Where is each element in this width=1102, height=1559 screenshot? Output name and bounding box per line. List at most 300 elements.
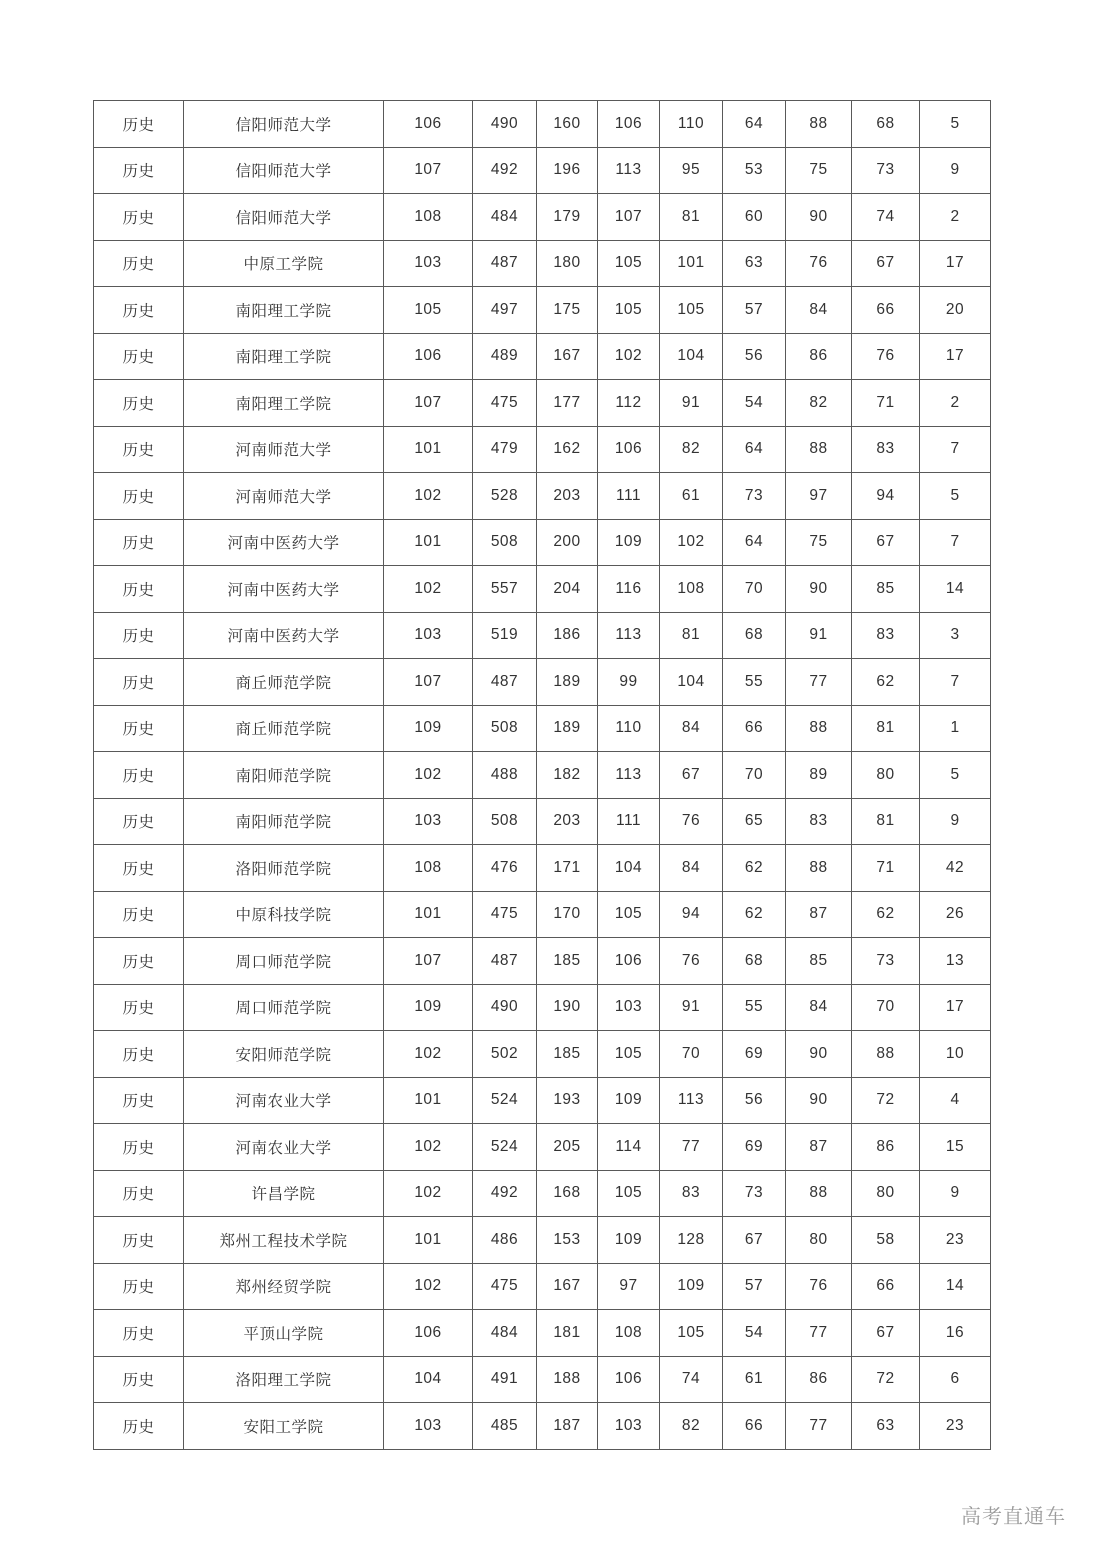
score-cell: 557 — [473, 566, 537, 613]
score-cell: 73 — [852, 147, 920, 194]
score-cell: 109 — [660, 1263, 723, 1310]
score-cell: 86 — [786, 333, 852, 380]
score-cell: 7 — [920, 519, 991, 566]
score-cell: 26 — [920, 891, 991, 938]
table-row — [94, 612, 991, 659]
score-cell: 108 — [384, 194, 473, 241]
score-cell: 81 — [660, 612, 723, 659]
score-cell: 70 — [723, 752, 786, 799]
score-cell: 5 — [920, 752, 991, 799]
school-name-cell: 安阳师范学院 — [184, 1031, 384, 1078]
school-name-cell: 信阳师范大学 — [184, 147, 384, 194]
table-row — [94, 473, 991, 520]
score-cell: 81 — [852, 798, 920, 845]
category-cell: 历史 — [94, 1124, 184, 1171]
score-cell: 111 — [598, 473, 660, 520]
score-cell: 85 — [852, 566, 920, 613]
category-cell: 历史 — [94, 938, 184, 985]
score-cell: 109 — [598, 1217, 660, 1264]
score-cell: 9 — [920, 147, 991, 194]
score-cell: 80 — [852, 1170, 920, 1217]
school-name-cell: 商丘师范学院 — [184, 659, 384, 706]
score-cell: 110 — [598, 705, 660, 752]
score-cell: 67 — [660, 752, 723, 799]
table-row — [94, 845, 991, 892]
score-cell: 475 — [473, 1263, 537, 1310]
score-cell: 65 — [723, 798, 786, 845]
category-cell: 历史 — [94, 101, 184, 148]
score-cell: 101 — [660, 240, 723, 287]
score-cell: 9 — [920, 1170, 991, 1217]
score-cell: 88 — [786, 426, 852, 473]
score-cell: 106 — [598, 938, 660, 985]
score-cell: 188 — [537, 1356, 598, 1403]
score-cell: 91 — [660, 380, 723, 427]
table-row — [94, 1217, 991, 1264]
score-cell: 6 — [920, 1356, 991, 1403]
score-cell: 490 — [473, 984, 537, 1031]
score-cell: 102 — [384, 1263, 473, 1310]
category-cell: 历史 — [94, 891, 184, 938]
score-cell: 104 — [384, 1356, 473, 1403]
score-cell: 23 — [920, 1217, 991, 1264]
score-cell: 87 — [786, 1124, 852, 1171]
score-cell: 55 — [723, 984, 786, 1031]
score-cell: 105 — [660, 1310, 723, 1357]
score-cell: 55 — [723, 659, 786, 706]
school-name-cell: 河南中医药大学 — [184, 519, 384, 566]
watermark-text: 高考直通车 — [961, 1506, 1066, 1528]
score-cell: 70 — [660, 1031, 723, 1078]
score-cell: 109 — [598, 519, 660, 566]
score-cell: 476 — [473, 845, 537, 892]
score-cell: 107 — [384, 659, 473, 706]
table-row — [94, 426, 991, 473]
score-cell: 171 — [537, 845, 598, 892]
score-cell: 66 — [723, 1403, 786, 1450]
score-cell: 67 — [852, 519, 920, 566]
score-cell: 15 — [920, 1124, 991, 1171]
score-cell: 72 — [852, 1077, 920, 1124]
score-cell: 77 — [786, 659, 852, 706]
score-cell: 4 — [920, 1077, 991, 1124]
school-name-cell: 安阳工学院 — [184, 1403, 384, 1450]
score-cell: 508 — [473, 705, 537, 752]
category-cell: 历史 — [94, 1031, 184, 1078]
score-cell: 160 — [537, 101, 598, 148]
score-cell: 491 — [473, 1356, 537, 1403]
category-cell: 历史 — [94, 1356, 184, 1403]
table-row — [94, 333, 991, 380]
category-cell: 历史 — [94, 194, 184, 241]
school-name-cell: 郑州工程技术学院 — [184, 1217, 384, 1264]
category-cell: 历史 — [94, 659, 184, 706]
score-cell: 75 — [786, 147, 852, 194]
category-cell: 历史 — [94, 473, 184, 520]
table-row — [94, 147, 991, 194]
score-cell: 68 — [723, 938, 786, 985]
score-cell: 16 — [920, 1310, 991, 1357]
category-cell: 历史 — [94, 147, 184, 194]
score-cell: 54 — [723, 380, 786, 427]
score-cell: 519 — [473, 612, 537, 659]
score-cell: 76 — [786, 240, 852, 287]
score-cell: 2 — [920, 194, 991, 241]
score-cell: 14 — [920, 1263, 991, 1310]
score-cell: 179 — [537, 194, 598, 241]
score-cell: 88 — [786, 101, 852, 148]
school-name-cell: 周口师范学院 — [184, 938, 384, 985]
score-cell: 82 — [786, 380, 852, 427]
score-cell: 508 — [473, 798, 537, 845]
score-cell: 91 — [660, 984, 723, 1031]
score-cell: 99 — [598, 659, 660, 706]
score-cell: 64 — [723, 426, 786, 473]
score-cell: 94 — [660, 891, 723, 938]
score-cell: 62 — [723, 845, 786, 892]
score-cell: 56 — [723, 333, 786, 380]
table-body — [94, 101, 991, 1450]
school-name-cell: 郑州经贸学院 — [184, 1263, 384, 1310]
table-row — [94, 1310, 991, 1357]
score-cell: 97 — [786, 473, 852, 520]
score-cell: 54 — [723, 1310, 786, 1357]
category-cell: 历史 — [94, 566, 184, 613]
score-cell: 42 — [920, 845, 991, 892]
school-name-cell: 南阳理工学院 — [184, 287, 384, 334]
score-cell: 105 — [598, 891, 660, 938]
score-cell: 81 — [852, 705, 920, 752]
score-cell: 484 — [473, 194, 537, 241]
score-cell: 108 — [384, 845, 473, 892]
school-name-cell: 南阳理工学院 — [184, 380, 384, 427]
score-cell: 61 — [660, 473, 723, 520]
table-row — [94, 984, 991, 1031]
score-cell: 64 — [723, 101, 786, 148]
category-cell: 历史 — [94, 705, 184, 752]
score-cell: 76 — [852, 333, 920, 380]
score-cell: 89 — [786, 752, 852, 799]
school-name-cell: 商丘师范学院 — [184, 705, 384, 752]
score-cell: 1 — [920, 705, 991, 752]
category-cell: 历史 — [94, 287, 184, 334]
score-cell: 106 — [384, 333, 473, 380]
score-cell: 113 — [598, 752, 660, 799]
score-cell: 84 — [660, 845, 723, 892]
score-cell: 82 — [660, 1403, 723, 1450]
table-row — [94, 101, 991, 148]
score-cell: 101 — [384, 426, 473, 473]
score-cell: 80 — [852, 752, 920, 799]
score-cell: 85 — [786, 938, 852, 985]
category-cell: 历史 — [94, 426, 184, 473]
table-row — [94, 1170, 991, 1217]
score-cell: 57 — [723, 287, 786, 334]
table-row — [94, 1263, 991, 1310]
score-cell: 88 — [786, 705, 852, 752]
score-cell: 479 — [473, 426, 537, 473]
score-cell: 73 — [852, 938, 920, 985]
score-cell: 76 — [660, 938, 723, 985]
score-cell: 9 — [920, 798, 991, 845]
score-cell: 70 — [723, 566, 786, 613]
score-cell: 88 — [786, 1170, 852, 1217]
score-cell: 109 — [384, 984, 473, 1031]
score-cell: 88 — [852, 1031, 920, 1078]
score-cell: 102 — [384, 1124, 473, 1171]
score-cell: 175 — [537, 287, 598, 334]
score-cell: 113 — [598, 147, 660, 194]
score-cell: 105 — [598, 1170, 660, 1217]
table-row — [94, 938, 991, 985]
score-cell: 58 — [852, 1217, 920, 1264]
score-cell: 53 — [723, 147, 786, 194]
score-cell: 193 — [537, 1077, 598, 1124]
score-cell: 492 — [473, 147, 537, 194]
score-cell: 86 — [852, 1124, 920, 1171]
category-cell: 历史 — [94, 333, 184, 380]
score-cell: 187 — [537, 1403, 598, 1450]
score-cell: 17 — [920, 984, 991, 1031]
table-row — [94, 798, 991, 845]
table-row — [94, 240, 991, 287]
score-cell: 83 — [786, 798, 852, 845]
score-cell: 112 — [598, 380, 660, 427]
score-cell: 102 — [384, 566, 473, 613]
score-cell: 88 — [786, 845, 852, 892]
score-cell: 205 — [537, 1124, 598, 1171]
score-cell: 103 — [384, 1403, 473, 1450]
score-cell: 105 — [598, 1031, 660, 1078]
score-cell: 203 — [537, 798, 598, 845]
score-cell: 87 — [786, 891, 852, 938]
table-row — [94, 891, 991, 938]
score-cell: 101 — [384, 1077, 473, 1124]
score-cell: 113 — [660, 1077, 723, 1124]
score-cell: 524 — [473, 1124, 537, 1171]
score-cell: 109 — [384, 705, 473, 752]
score-cell: 62 — [852, 891, 920, 938]
score-cell: 7 — [920, 659, 991, 706]
score-cell: 107 — [598, 194, 660, 241]
score-cell: 200 — [537, 519, 598, 566]
score-cell: 105 — [598, 240, 660, 287]
school-name-cell: 洛阳理工学院 — [184, 1356, 384, 1403]
table-row — [94, 659, 991, 706]
score-cell: 185 — [537, 1031, 598, 1078]
table-row — [94, 194, 991, 241]
score-cell: 83 — [660, 1170, 723, 1217]
score-cell: 77 — [786, 1403, 852, 1450]
score-cell: 167 — [537, 333, 598, 380]
school-name-cell: 河南师范大学 — [184, 473, 384, 520]
table-row — [94, 705, 991, 752]
school-name-cell: 中原科技学院 — [184, 891, 384, 938]
score-cell: 489 — [473, 333, 537, 380]
score-cell: 76 — [786, 1263, 852, 1310]
score-cell: 153 — [537, 1217, 598, 1264]
score-cell: 104 — [660, 333, 723, 380]
score-cell: 111 — [598, 798, 660, 845]
score-cell: 177 — [537, 380, 598, 427]
school-name-cell: 信阳师范大学 — [184, 194, 384, 241]
score-cell: 102 — [384, 752, 473, 799]
score-cell: 168 — [537, 1170, 598, 1217]
score-cell: 3 — [920, 612, 991, 659]
school-name-cell: 南阳理工学院 — [184, 333, 384, 380]
score-cell: 113 — [598, 612, 660, 659]
score-cell: 77 — [786, 1310, 852, 1357]
school-name-cell: 周口师范学院 — [184, 984, 384, 1031]
score-cell: 487 — [473, 659, 537, 706]
score-cell: 502 — [473, 1031, 537, 1078]
category-cell: 历史 — [94, 612, 184, 659]
school-name-cell: 许昌学院 — [184, 1170, 384, 1217]
score-cell: 108 — [660, 566, 723, 613]
score-cell: 17 — [920, 333, 991, 380]
score-cell: 101 — [384, 891, 473, 938]
score-cell: 68 — [723, 612, 786, 659]
score-cell: 105 — [384, 287, 473, 334]
category-cell: 历史 — [94, 798, 184, 845]
score-cell: 5 — [920, 473, 991, 520]
score-cell: 84 — [786, 984, 852, 1031]
admission-scores-table — [93, 100, 991, 1450]
score-cell: 62 — [723, 891, 786, 938]
score-cell: 484 — [473, 1310, 537, 1357]
score-cell: 114 — [598, 1124, 660, 1171]
score-cell: 73 — [723, 473, 786, 520]
score-cell: 7 — [920, 426, 991, 473]
score-cell: 101 — [384, 1217, 473, 1264]
school-name-cell: 洛阳师范学院 — [184, 845, 384, 892]
score-cell: 110 — [660, 101, 723, 148]
score-cell: 102 — [660, 519, 723, 566]
table-row — [94, 287, 991, 334]
school-name-cell: 中原工学院 — [184, 240, 384, 287]
score-cell: 90 — [786, 194, 852, 241]
category-cell: 历史 — [94, 845, 184, 892]
school-name-cell: 河南中医药大学 — [184, 566, 384, 613]
score-cell: 5 — [920, 101, 991, 148]
score-cell: 70 — [852, 984, 920, 1031]
score-cell: 487 — [473, 240, 537, 287]
score-cell: 2 — [920, 380, 991, 427]
school-name-cell: 信阳师范大学 — [184, 101, 384, 148]
table-row — [94, 1356, 991, 1403]
score-cell: 63 — [723, 240, 786, 287]
score-cell: 81 — [660, 194, 723, 241]
school-name-cell: 河南农业大学 — [184, 1077, 384, 1124]
score-cell: 69 — [723, 1124, 786, 1171]
score-cell: 102 — [384, 1031, 473, 1078]
school-name-cell: 河南农业大学 — [184, 1124, 384, 1171]
score-cell: 103 — [384, 612, 473, 659]
score-cell: 104 — [598, 845, 660, 892]
score-cell: 189 — [537, 659, 598, 706]
category-cell: 历史 — [94, 984, 184, 1031]
score-cell: 106 — [384, 101, 473, 148]
score-cell: 102 — [384, 473, 473, 520]
score-cell: 69 — [723, 1031, 786, 1078]
score-cell: 67 — [723, 1217, 786, 1264]
score-cell: 74 — [852, 194, 920, 241]
score-cell: 203 — [537, 473, 598, 520]
score-cell: 67 — [852, 1310, 920, 1357]
score-cell: 71 — [852, 380, 920, 427]
score-cell: 181 — [537, 1310, 598, 1357]
score-cell: 95 — [660, 147, 723, 194]
category-cell: 历史 — [94, 1170, 184, 1217]
score-cell: 106 — [598, 1356, 660, 1403]
score-cell: 103 — [384, 798, 473, 845]
score-cell: 14 — [920, 566, 991, 613]
score-cell: 62 — [852, 659, 920, 706]
score-cell: 106 — [598, 101, 660, 148]
school-name-cell: 南阳师范学院 — [184, 798, 384, 845]
score-cell: 107 — [384, 147, 473, 194]
category-cell: 历史 — [94, 1217, 184, 1264]
category-cell: 历史 — [94, 1077, 184, 1124]
score-cell: 83 — [852, 426, 920, 473]
score-cell: 475 — [473, 380, 537, 427]
score-cell: 76 — [660, 798, 723, 845]
table-row — [94, 1124, 991, 1171]
table-row — [94, 519, 991, 566]
score-cell: 190 — [537, 984, 598, 1031]
category-cell: 历史 — [94, 240, 184, 287]
score-cell: 90 — [786, 1077, 852, 1124]
score-cell: 106 — [598, 426, 660, 473]
table-row — [94, 1031, 991, 1078]
score-cell: 106 — [384, 1310, 473, 1357]
school-name-cell: 平顶山学院 — [184, 1310, 384, 1357]
score-cell: 488 — [473, 752, 537, 799]
score-cell: 66 — [723, 705, 786, 752]
score-cell: 108 — [598, 1310, 660, 1357]
score-cell: 86 — [786, 1356, 852, 1403]
score-cell: 492 — [473, 1170, 537, 1217]
score-cell: 528 — [473, 473, 537, 520]
score-cell: 102 — [384, 1170, 473, 1217]
score-cell: 82 — [660, 426, 723, 473]
score-cell: 97 — [598, 1263, 660, 1310]
score-cell: 162 — [537, 426, 598, 473]
score-cell: 103 — [384, 240, 473, 287]
score-cell: 497 — [473, 287, 537, 334]
score-cell: 90 — [786, 1031, 852, 1078]
score-cell: 524 — [473, 1077, 537, 1124]
category-cell: 历史 — [94, 1310, 184, 1357]
score-cell: 23 — [920, 1403, 991, 1450]
score-cell: 80 — [786, 1217, 852, 1264]
score-cell: 71 — [852, 845, 920, 892]
category-cell: 历史 — [94, 1263, 184, 1310]
score-cell: 186 — [537, 612, 598, 659]
score-cell: 91 — [786, 612, 852, 659]
score-cell: 10 — [920, 1031, 991, 1078]
score-cell: 17 — [920, 240, 991, 287]
score-cell: 204 — [537, 566, 598, 613]
score-cell: 196 — [537, 147, 598, 194]
score-cell: 83 — [852, 612, 920, 659]
table-row — [94, 380, 991, 427]
school-name-cell: 南阳师范学院 — [184, 752, 384, 799]
score-cell: 66 — [852, 287, 920, 334]
score-cell: 107 — [384, 380, 473, 427]
category-cell: 历史 — [94, 1403, 184, 1450]
score-cell: 485 — [473, 1403, 537, 1450]
